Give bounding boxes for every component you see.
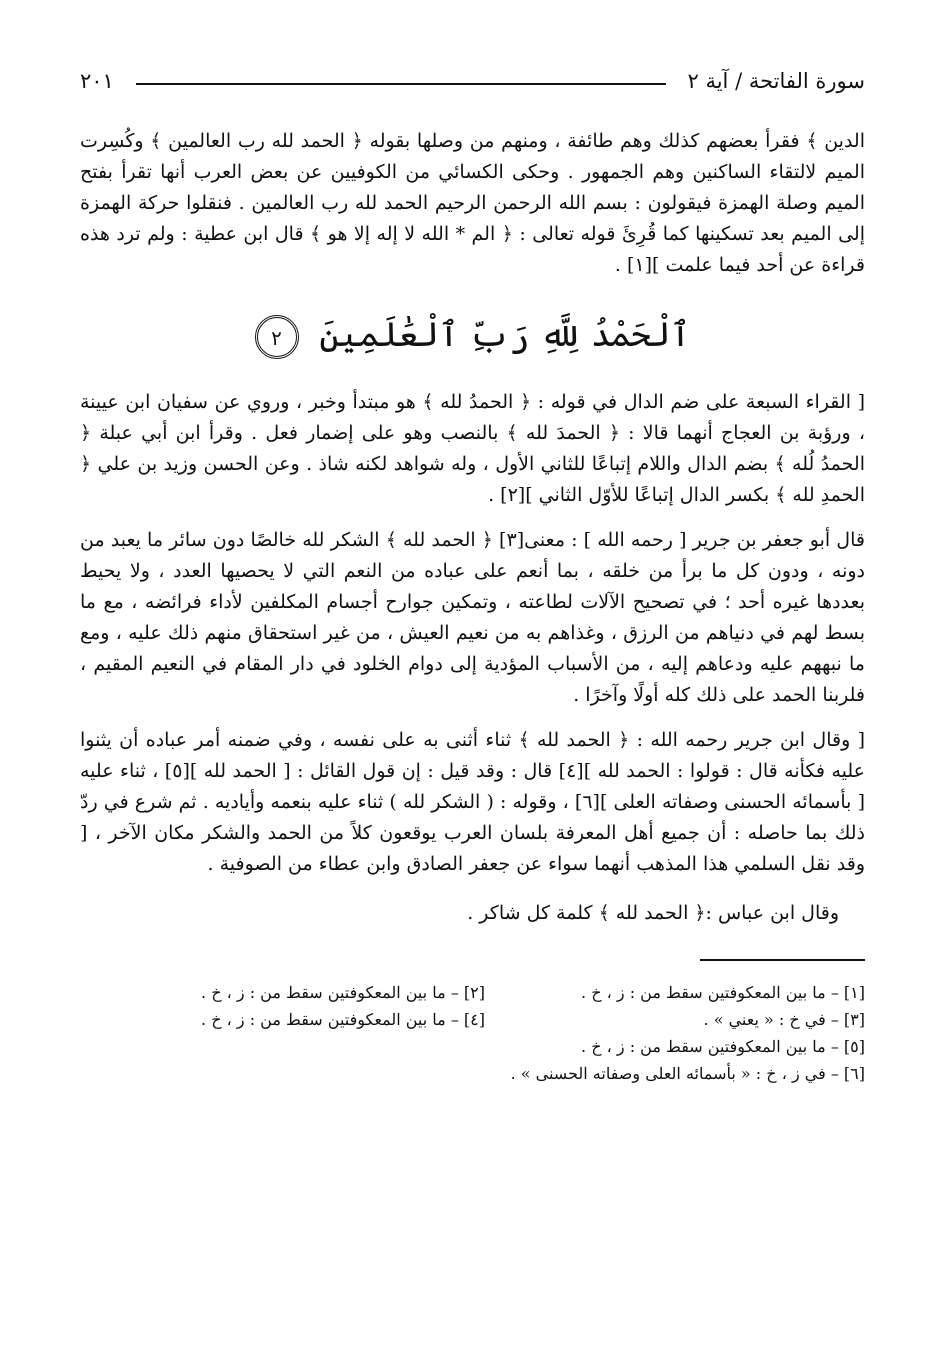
footnote-3: [٣] – في خ : « يعني » . — [703, 1010, 865, 1029]
footnote-2: [٢] – ما بين المعكوفتين سقط من : ز ، خ . — [201, 983, 485, 1002]
footnote-1: [١] – ما بين المعكوفتين سقط من : ز ، خ . — [581, 983, 865, 1002]
footnote-row — [80, 1060, 865, 1087]
paragraph-ibn-jarir-praise: [ وقال ابن جرير رحمه الله : ﴿ الحمد لله ﴾ ثناء أثنى به على نفسه ، وفي ضمنه أمر عباده أن يثنوا عليه فكأنه قال : قولوا : الحمد لله ][٤] قال : وقد قيل : إن قول القائل : [ الحمد لله ][٥] ، ثناء عليه [ بأسمائه الحسنى وصفاته العلى ][٦] ، وقوله : ( الشكر لله ) ثناء عليه بنعمه وأياديه . ثم شرع في ردّ ذلك بما حاصله : أن جميع أهل المعرفة بلسان العرب يوقعون كلاً من الحمد والشكر مكان الآخر ، [ وقد نقل السلمي هذا المذهب أنهما سواء عن جعفر الصادق وابن عطاء من الصوفية . — [80, 729, 865, 875]
paragraph-qiraat-continuation: الدين ﴾ فقرأ بعضهم كذلك وهم طائفة ، ومنهم من وصلها بقوله ﴿ الحمد لله رب العالمين ﴾ وكُسِرت الميم لالتقاء الساكنين وهم الجمهور . وحكى الكسائي من الكوفيين عن بعض العرب أنها تقرأ بفتح الميم وصلة الهمزة فيقولون : بسم الله الرحمن الرحيم الحمد لله رب العالمين . فنقلوا حركة الهمزة إلى الميم بعد تسكينها كما قُرِئَ قوله تعالى : ﴿ الم * الله لا إله إلا هو ﴾ قال ابن عطية : ولم ترد هذه قراءة عن أحد فيما علمت ][١] . — [80, 130, 865, 276]
verse-heading — [80, 307, 865, 367]
verse-text: ٱلْحَمْدُ لِلَّهِ رَبِّ ٱلْعَٰلَمِينَ — [319, 315, 691, 355]
footnote-4: [٤] – ما بين المعكوفتين سقط من : ز ، خ . — [201, 1010, 485, 1029]
page-number: ٢٠١ — [80, 69, 114, 93]
paragraph-readings: [ القراء السبعة على ضم الدال في قوله : ﴿ الحمدُ لله ﴾ هو مبتدأ وخبر ، وروي عن سفيان ابن عيينة ، ورؤبة بن العجاج أنهما قالا : ﴿ الحمدَ لله ﴾ بالنصب وهو على إضمار فعل . وقرأ ابن أبي عبلة ﴿ الحمدُ لُله ﴾ بضم الدال واللام إتباعًا للثاني الأول ، وله شواهد لكنه شاذ . وعن الحسن وزيد بن علي ﴿ الحمدِ لله ﴾ بكسر الدال إتباعًا للأوّل الثاني ][٢] . — [80, 391, 866, 506]
footnote-row — [80, 1033, 865, 1060]
page-header — [80, 60, 865, 102]
book-page — [80, 60, 865, 1320]
footnote-row — [80, 1006, 865, 1033]
footnote-5: [٥] – ما بين المعكوفتين سقط من : ز ، خ . — [581, 1037, 865, 1056]
paragraph-ibn-abbas: وقال ابن عباس :﴿ الحمد لله ﴾ كلمة كل شاكر . — [467, 902, 839, 924]
verse-number-ornament: ٢ — [255, 315, 299, 359]
footnote-row — [80, 979, 865, 1006]
running-title: سورة الفاتحة / آية ٢ — [687, 69, 865, 93]
header-rule — [136, 83, 666, 85]
footnote-separator — [700, 959, 865, 961]
footnotes — [80, 979, 865, 1087]
paragraph-ibn-jarir-meaning: قال أبو جعفر بن جرير [ رحمه الله ] : معنى[٣] ﴿ الحمد لله ﴾ الشكر لله خالصًا دون سائر ما يعبد من دونه ، ودون كل ما برأ من خلقه ، بما أنعم على عباده من النعم التي لا يحصيها العدد ، ولا يحيط بعددها غيره أحد ؛ في تصحيح الآلات لطاعته ، وتمكين جوارح أجسام المكلفين لأداء فرائضه ، مع ما بسط لهم في دنياهم من الرزق ، وغذاهم به من نعيم العيش ، من غير استحقاق منهم ذلك عليه ، ومع ما نبههم عليه ودعاهم إليه ، من الأسباب المؤدية إلى دوام الخلود في دار المقام في النعيم المقيم ، فلربنا الحمد على ذلك كله أولًا وآخرًا . — [80, 529, 865, 706]
footnote-6: [٦] – في ز ، خ : « بأسمائه العلى وصفاته الحسنى » . — [510, 1064, 865, 1083]
